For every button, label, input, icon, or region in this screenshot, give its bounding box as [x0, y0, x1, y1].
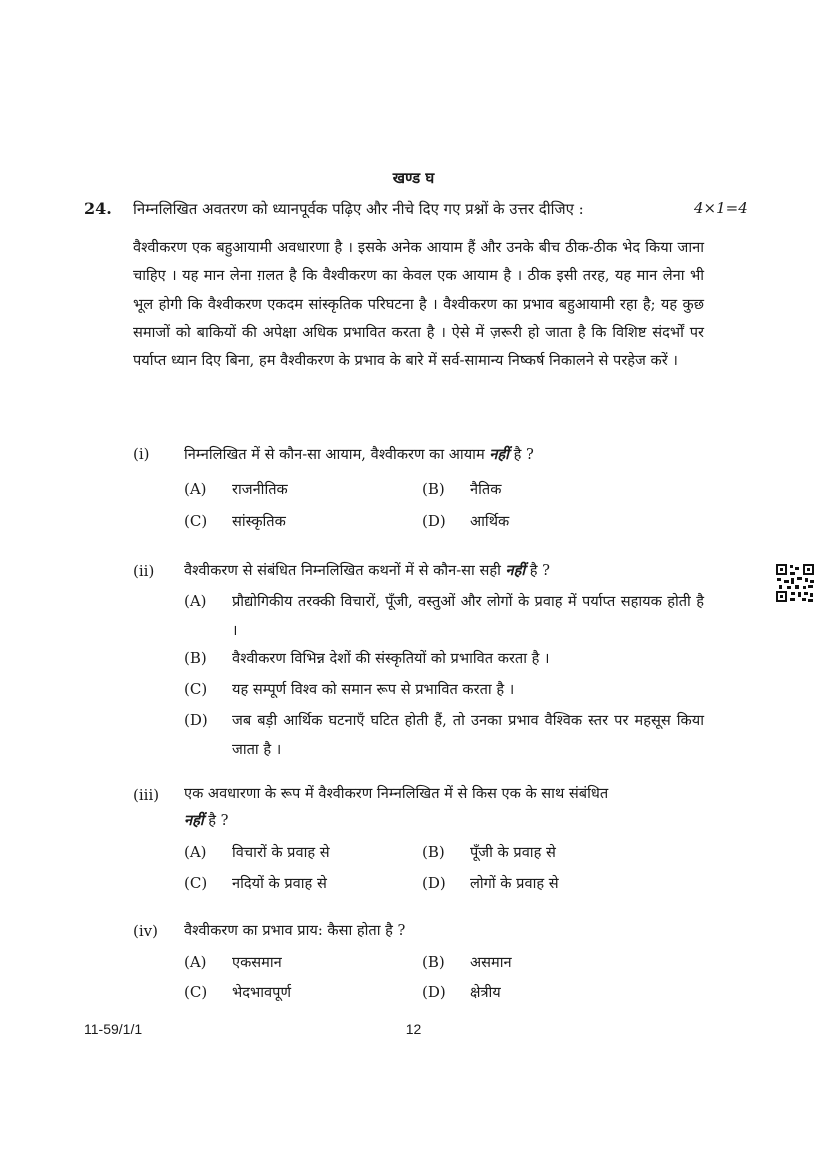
subq-2-stem: वैश्वीकरण से संबंधित निम्नलिखित कथनों में से कौन-सा सही नहीं है ? [184, 562, 550, 579]
subq-2-option-b-text: वैश्वीकरण विभिन्न देशों की संस्कृतियों को प्रभावित करता है । [232, 650, 550, 667]
subq-3-stem-line1: एक अवधारणा के रूप में वैश्वीकरण निम्नलिखित में से किस एक के साथ संबंधित [184, 785, 609, 802]
subq-4-option-c-text: भेदभावपूर्ण [232, 984, 292, 1001]
qr-code-icon [775, 563, 815, 603]
subq-1-option-d-letter: (D) [422, 512, 446, 530]
subq-2-option-c-letter: (C) [184, 680, 208, 698]
negation-emphasis: नहीं [505, 562, 526, 579]
subq-4-option-a-letter: (A) [184, 953, 207, 971]
subq-1-option-b-text: नैतिक [470, 481, 502, 498]
subq-1-option-b-letter: (B) [422, 480, 445, 498]
page-number: 12 [405, 1021, 422, 1037]
subq-3-option-b-text: पूँजी के प्रवाह से [470, 844, 556, 861]
subq-4-option-b-text: असमान [470, 954, 512, 971]
subq-1-label: (i) [133, 445, 150, 463]
subq-3-option-a-letter: (A) [184, 843, 207, 861]
subq-1-option-c-text: सांस्कृतिक [232, 513, 286, 530]
subq-4-option-d-letter: (D) [422, 983, 446, 1001]
paper-code: 11-59/1/1 [84, 1021, 143, 1037]
question-number: 24. [84, 199, 112, 218]
subq-2-option-a-letter: (A) [184, 592, 207, 610]
question-instruction: निम्नलिखित अवतरण को ध्यानपूर्वक पढ़िए और नीचे दिए गए प्रश्नों के उत्तर दीजिए : [133, 200, 584, 218]
question-marks: 4×1=4 [694, 199, 748, 217]
subq-4-option-b-letter: (B) [422, 953, 445, 971]
subq-2-option-d-letter: (D) [184, 711, 208, 729]
subq-3-stem-line2: नहीं है ? [184, 812, 229, 829]
subq-2-option-c-text: यह सम्पूर्ण विश्व को समान रूप से प्रभावित करता है । [232, 681, 515, 698]
subq-2-label: (ii) [133, 562, 155, 580]
subq-2-option-b-letter: (B) [184, 649, 207, 667]
subq-3-option-d-letter: (D) [422, 874, 446, 892]
subq-1-option-a-text: राजनीतिक [232, 481, 288, 498]
subq-4-option-c-letter: (C) [184, 983, 208, 1001]
subq-4-stem: वैश्वीकरण का प्रभाव प्राय: कैसा होता है ? [184, 922, 406, 939]
subq-2-option-a-text: प्रौद्योगिकीय तरक्की विचारों, पूँजी, वस्तुओं और लोगों के प्रवाह में पर्याप्त सहायक होती है । [232, 593, 704, 639]
negation-emphasis: नहीं [184, 812, 204, 829]
subq-1-option-c-letter: (C) [184, 512, 208, 530]
section-title: खण्ड घ [392, 169, 435, 187]
subq-3-option-c-text: नदियों के प्रवाह से [232, 875, 327, 892]
subq-3-option-d-text: लोगों के प्रवाह से [470, 875, 559, 892]
subq-2-option-d-text: जब बड़ी आर्थिक घटनाएँ घटित होती हैं, तो उनका प्रभाव वैश्विक स्तर पर महसूस किया जाता है । [232, 712, 704, 758]
subq-3-option-b-letter: (B) [422, 843, 445, 861]
subq-1-option-a-letter: (A) [184, 480, 207, 498]
subq-3-option-a-text: विचारों के प्रवाह से [232, 844, 330, 861]
subq-3-label: (iii) [133, 786, 160, 804]
subq-4-option-a-text: एकसमान [232, 954, 282, 971]
subq-1-option-d-text: आर्थिक [470, 513, 510, 530]
subq-4-option-d-text: क्षेत्रीय [470, 984, 501, 1001]
negation-emphasis: नहीं [489, 446, 509, 463]
subq-1-stem: निम्नलिखित में से कौन-सा आयाम, वैश्वीकरण का आयाम नहीं है ? [184, 446, 534, 463]
subq-3-option-c-letter: (C) [184, 874, 208, 892]
passage: वैश्वीकरण एक बहुआयामी अवधारणा है । इसके अनेक आयाम हैं और उनके बीच ठीक-ठीक भेद किया जाना चाहिए । यह मान लेना ग़लत है कि वैश्वीकरण का केवल एक आयाम है । ठीक इसी तरह, यह मान लेना भी भूल होगी कि वैश्वीकरण एकदम सांस्कृतिक परिघटना है । वैश्वीकरण का प्रभाव बहुआयामी रहा है; यह कुछ समाजों को बाकियों की अपेक्षा अधिक प्रभावित करता है । ऐसे में ज़रूरी हो जाता है कि विशिष्ट संदर्भों पर पर्याप्त ध्यान दिए बिना, हम वैश्वीकरण के प्रभाव के बारे में सर्व-सामान्य निष्कर्ष निकालने से परहेज करें । [133, 239, 705, 370]
subq-4-label: (iv) [133, 922, 158, 940]
